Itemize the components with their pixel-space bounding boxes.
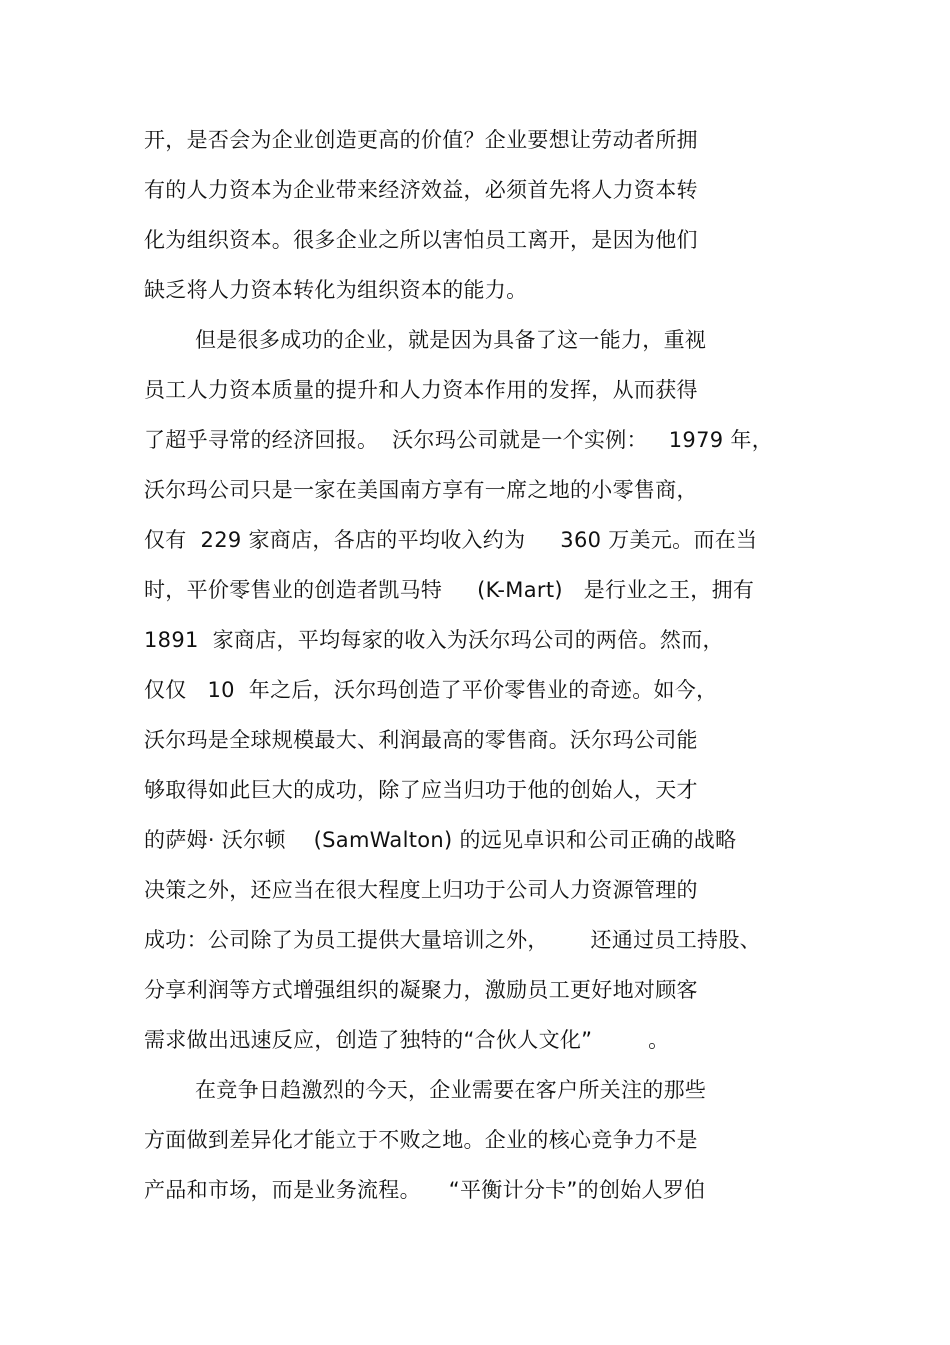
text-line: 的萨姆· 沃尔顿 (SamWalton) 的远见卓识和公司正确的战略 (144, 828, 737, 852)
text-line: 有的人力资本为企业带来经济效益，必须首先将人力资本转 (144, 178, 698, 202)
text-line: 沃尔玛是全球规模最大、利润最高的零售商。沃尔玛公司能 (144, 728, 698, 752)
text-line: 在竞争日趋激烈的今天，企业需要在客户所关注的那些 (195, 1078, 707, 1102)
text-line: 化为组织资本。很多企业之所以害怕员工离开，是因为他们 (144, 228, 698, 252)
text-line: 仅有 229 家商店，各店的平均收入约为 360 万美元。而在当 (144, 528, 758, 552)
text-line: 仅仅 10 年之后，沃尔玛创造了平价零售业的奇迹。如今， (144, 678, 718, 702)
text-line: 了超乎寻常的经济回报。 沃尔玛公司就是一个实例： 1979 年， (144, 428, 773, 452)
text-line: 产品和市场，而是业务流程。 “平衡计分卡”的创始人罗伯 (144, 1178, 706, 1202)
text-line: 需求做出迅速反应，创造了独特的“合伙人文化” 。 (144, 1028, 670, 1052)
text-line: 但是很多成功的企业，就是因为具备了这一能力，重视 (195, 328, 707, 352)
text-line: 缺乏将人力资本转化为组织资本的能力。 (144, 278, 528, 302)
text-line: 时，平价零售业的创造者凯马特 (K-Mart) 是行业之王，拥有 (144, 578, 755, 602)
text-line: 够取得如此巨大的成功，除了应当归功于他的创始人，天才 (144, 778, 698, 802)
text-line: 分享利润等方式增强组织的凝聚力，激励员工更好地对顾客 (144, 978, 698, 1002)
text-line: 1891 家商店，平均每家的收入为沃尔玛公司的两倍。然而， (144, 628, 724, 652)
text-line: 开，是否会为企业创造更高的价值？企业要想让劳动者所拥 (144, 128, 698, 152)
text-line: 员工人力资本质量的提升和人力资本作用的发挥，从而获得 (144, 378, 698, 402)
text-line: 决策之外，还应当在很大程度上归功于公司人力资源管理的 (144, 878, 698, 902)
text-line: 成功：公司除了为员工提供大量培训之外， 还通过员工持股、 (144, 928, 761, 952)
text-line: 沃尔玛公司只是一家在美国南方享有一席之地的小零售商， (144, 478, 698, 502)
text-line: 方面做到差异化才能立于不败之地。企业的核心竞争力不是 (144, 1128, 698, 1152)
